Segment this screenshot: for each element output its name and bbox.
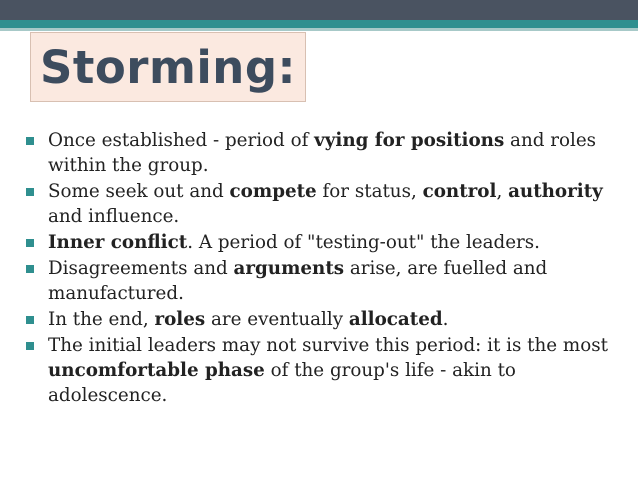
bullet-item — [26, 256, 626, 306]
bullet-item — [26, 307, 626, 332]
bullet-text: and influence. — [48, 206, 180, 227]
bullet-item — [26, 179, 626, 229]
bullet-text: Disagreements and — [48, 258, 234, 279]
square-bullet-icon — [26, 316, 34, 324]
bullet-text: Once established - period of — [48, 130, 315, 151]
bullet-text: In the end, — [48, 309, 155, 330]
bullet-emphasis: Inner conflict — [48, 232, 188, 253]
bullet-text: are eventually — [205, 309, 349, 330]
slide-title: Storming: — [39, 40, 297, 94]
bullet-emphasis: roles — [154, 309, 206, 330]
bullet-text: Some seek out and — [48, 181, 230, 202]
square-bullet-icon — [26, 265, 34, 273]
bullet-emphasis: compete — [229, 181, 317, 202]
title-box — [30, 32, 306, 102]
bullet-item — [26, 128, 626, 178]
bullet-text: arise, are fuelled and manufactured. — [48, 258, 548, 304]
bullet-text: and roles within the group. — [48, 130, 597, 176]
square-bullet-icon — [26, 239, 34, 247]
square-bullet-icon — [26, 342, 34, 350]
square-bullet-icon — [26, 188, 34, 196]
bullet-text: of the group's life - akin to adolescence. — [48, 360, 516, 406]
square-bullet-icon — [26, 137, 34, 145]
bullet-emphasis: arguments — [233, 258, 345, 279]
bullet-list — [26, 128, 626, 409]
bullet-text: , — [496, 181, 509, 202]
teal-accent-stripe — [0, 20, 638, 28]
bullet-text: . — [442, 309, 449, 330]
bullet-text: . A period of "testing-out" the leaders. — [187, 232, 540, 253]
bullet-emphasis: vying for positions — [314, 130, 505, 151]
bullet-text: The initial leaders may not survive this period: it is the most — [48, 335, 608, 356]
bullet-emphasis: allocated — [348, 309, 443, 330]
bullet-text: for status, — [316, 181, 423, 202]
bullet-emphasis: uncomfortable phase — [48, 360, 265, 381]
bullet-item — [26, 333, 626, 408]
bullet-item — [26, 230, 626, 255]
top-decorative-band — [0, 0, 638, 20]
bullet-emphasis: authority — [508, 181, 603, 202]
bullet-emphasis: control — [422, 181, 497, 202]
light-accent-stripe — [0, 28, 638, 31]
